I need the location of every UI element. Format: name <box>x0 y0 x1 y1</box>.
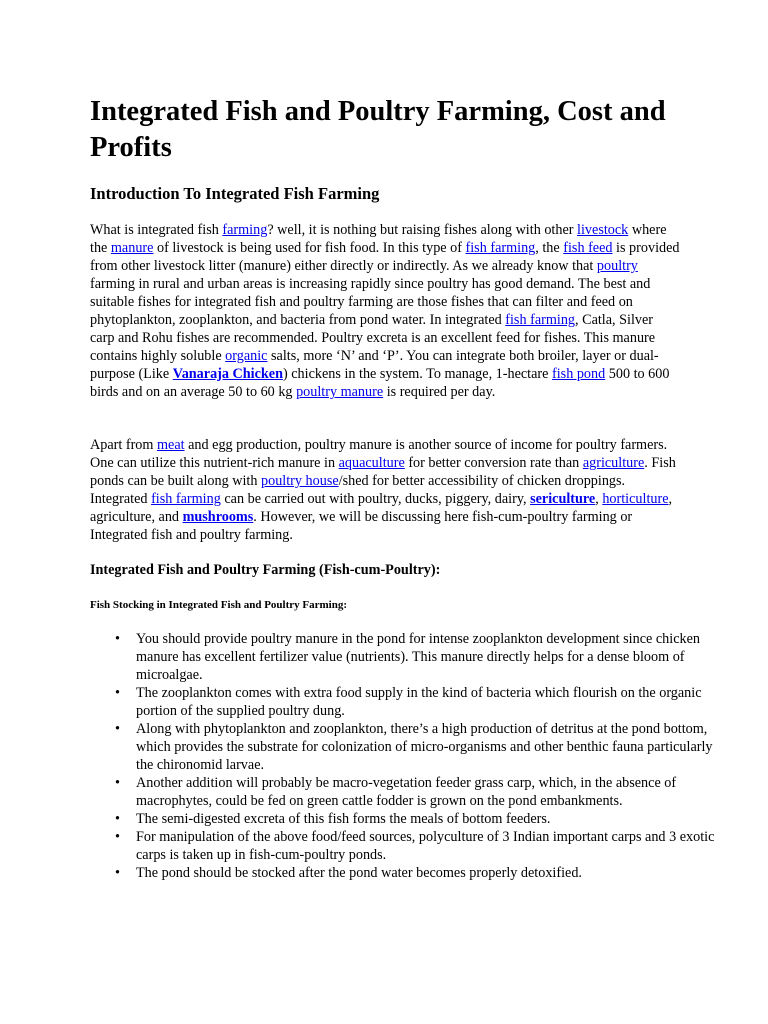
link-fish-pond[interactable]: fish pond <box>552 366 606 382</box>
text-span: , agriculture, and <box>90 491 673 525</box>
link-horticulture[interactable]: horticulture <box>602 491 669 507</box>
link-mushrooms[interactable]: mushrooms <box>182 509 254 525</box>
text-span: , the <box>535 240 564 256</box>
list-item: • The semi-digested excreta of this fish forms the meals of bottom feeders. <box>136 810 726 828</box>
text-span: is required per day. <box>383 384 496 400</box>
link-farming[interactable]: farming <box>222 222 268 238</box>
text-span: What is integrated fish <box>90 222 223 238</box>
text-span: can be carried out with poultry, ducks, piggery, dairy, <box>220 491 531 507</box>
text-span: . Fish ponds can be built along with <box>90 455 676 489</box>
text-span: for better conversion rate than <box>404 455 583 471</box>
page-title: Integrated Fish and Poultry Farming, Cost and Profits <box>90 96 666 163</box>
text-span: ? well, it is nothing but raising fishes along with other <box>267 222 578 238</box>
link-poultry-house[interactable]: poultry house <box>261 473 339 489</box>
list-item: • The zooplankton comes with extra food supply in the kind of bacteria which flourish on the organic portion of the supplied poultry dung. <box>136 684 726 720</box>
bullet-list <box>90 630 726 882</box>
list-item: • Another addition will probably be macro-vegetation feeder grass carp, which, in the absence of macrophytes, could be fed on green cattle fodder is grown on the pond embankments. <box>136 774 726 810</box>
text-span: farming in rural and urban areas is increasing rapidly since poultry has good demand. The best and suitable fishes for integrated fish and poultry farming are those fishes that can filter and feed on phytoplankton, zooplankton, and bacteria from pond water. In integrated <box>90 276 651 328</box>
link-fish-farming-2[interactable]: fish farming <box>505 312 576 328</box>
text-span: ) chickens in the system. To manage, 1-hectare <box>282 366 552 382</box>
text-span: Apart from <box>90 437 157 453</box>
link-aquaculture[interactable]: aquaculture <box>338 455 405 471</box>
link-fish-feed[interactable]: fish feed <box>563 240 613 256</box>
list-item: • Along with phytoplankton and zooplankton, there’s a high production of detritus at the pond bottom, which provides the substrate for colonization of micro-organisms and other benthic fauna particularly the chironomid larvae. <box>136 720 726 774</box>
text-span: 500 to 600 birds and on an average 50 to 60 kg <box>90 366 670 400</box>
text-span: is provided from other livestock litter (manure) either directly or indirectly. As we already know that <box>90 240 680 274</box>
text-span: . However, we will be discussing here fish-cum-poultry farming or Integrated fish and poultry farming. <box>90 509 633 543</box>
link-fish-farming-3[interactable]: fish farming <box>151 491 221 507</box>
text-span: , Catla, Silver carp and Rohu fishes are recommended. Poultry excreta is an excellent feed for fishes. This manure contains highly soluble <box>90 312 656 364</box>
text-span: /shed for better accessibility of chicken droppings. Integrated <box>90 473 626 507</box>
text-span: and egg production, poultry manure is another source of income for poultry farmers. One can utilize this nutrient-rich manure in <box>90 437 668 471</box>
link-livestock[interactable]: livestock <box>577 222 629 238</box>
link-poultry-manure[interactable]: poultry manure <box>296 384 384 400</box>
second-paragraph <box>90 436 680 544</box>
text-span: where the <box>90 222 667 256</box>
link-manure[interactable]: manure <box>110 240 154 256</box>
text-span: of livestock is being used for fish food. In this type of <box>153 240 466 256</box>
intro-heading: Introduction To Integrated Fish Farming <box>90 184 380 203</box>
text-span: , <box>595 491 603 507</box>
link-agriculture[interactable]: agriculture <box>582 455 645 471</box>
link-poultry[interactable]: poultry <box>596 258 638 274</box>
list-item: • You should provide poultry manure in the pond for intense zooplankton development since chicken manure has excellent fertilizer value (nutrients). This manure directly helps for a dense bloom of microalgae. <box>136 630 726 684</box>
link-fish-farming[interactable]: fish farming <box>465 240 536 256</box>
section-heading: Integrated Fish and Poultry Farming (Fish-cum-Poultry): <box>90 562 441 578</box>
list-item: • For manipulation of the above food/feed sources, polyculture of 3 Indian important carps and 3 exotic carps is taken up in fish-cum-poultry ponds. <box>136 828 726 864</box>
link-meat[interactable]: meat <box>156 437 185 453</box>
text-span: salts, more ‘N’ and ‘P’. You can integrate both broiler, layer or dual-purpose (Like <box>90 348 659 382</box>
list-item: • The pond should be stocked after the pond water becomes properly detoxified. <box>136 864 726 882</box>
link-organic[interactable]: organic <box>225 348 268 364</box>
subsection-heading: Fish Stocking in Integrated Fish and Poultry Farming: <box>90 599 347 611</box>
link-vanaraja-chicken[interactable]: Vanaraja Chicken <box>172 366 283 382</box>
link-sericulture[interactable]: sericulture <box>530 491 596 507</box>
intro-paragraph <box>90 221 680 401</box>
